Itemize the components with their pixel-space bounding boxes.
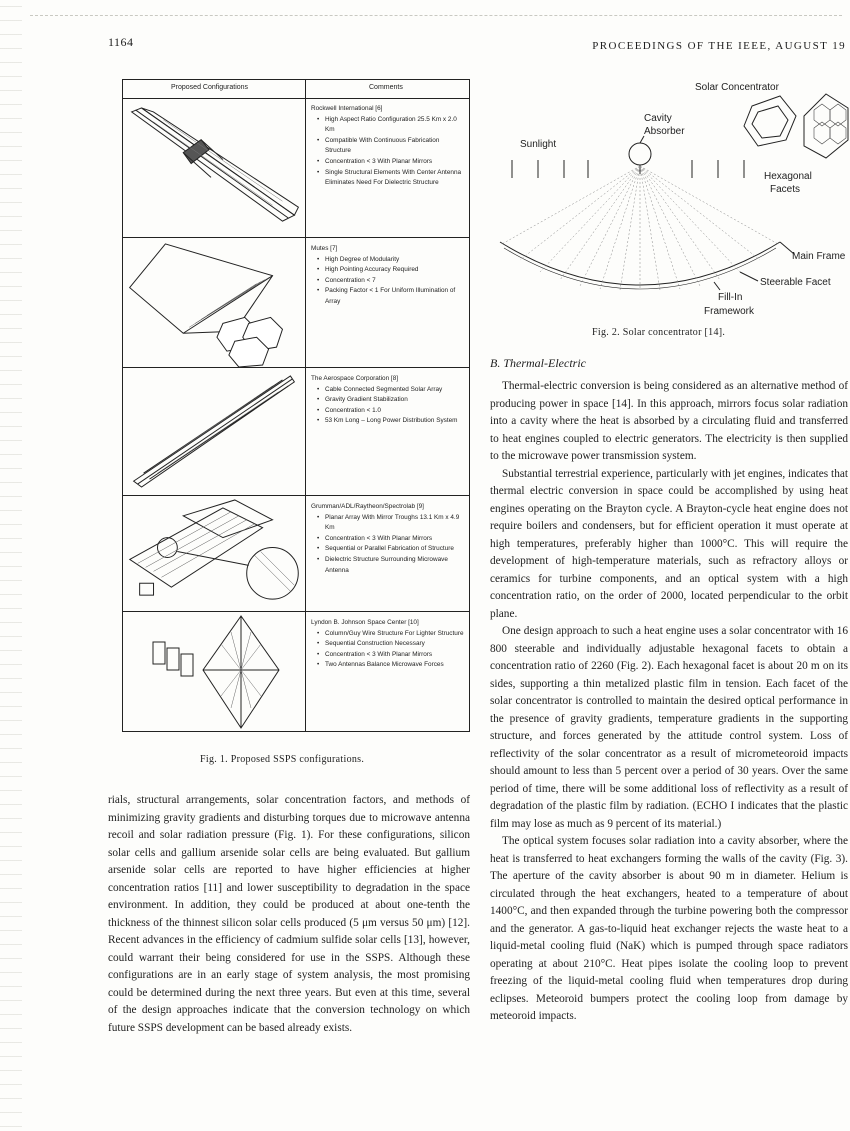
rockwell-trough-illustration [123, 98, 305, 237]
comment-item: • Concentration < 3 With Planar Mirrors [325, 157, 466, 168]
row-comments [311, 618, 466, 671]
comment-item: • Concentration < 1.0 [325, 406, 466, 417]
figure-1-caption: Fig. 1. Proposed SSPS configurations. [200, 754, 365, 765]
label-framework: Framework [704, 306, 755, 317]
comment-item: • Column/Guy Wire Structure For Lighter Structure [325, 629, 466, 640]
org-name: Mutes [7] [311, 245, 338, 252]
comment-item: • Dielectric Structure Surrounding Microwave Antenna [325, 555, 466, 576]
comment-item: • High Degree of Modularity [325, 255, 466, 266]
row-comments [311, 244, 466, 308]
label-sunlight: Sunlight [520, 139, 557, 150]
comment-item: • Cable Connected Segmented Solar Array [325, 385, 466, 396]
org-name: Lyndon B. Johnson Space Center [10] [311, 619, 419, 626]
comment-item: • Sequential or Parallel Fabrication of Structure [325, 544, 466, 555]
label-fill-in: Fill-In [718, 292, 743, 303]
planar-array-illustration [123, 496, 305, 611]
comment-item: • High Aspect Ratio Configuration 25.5 Km x 2.0 Km [325, 115, 466, 136]
right-paragraph: One design approach to such a heat engine uses a solar concentrator with 16 800 steerable and individually adjustable hexagonal facets to obtain a concentration ratio of 2260 (Fig. 2). Each hexagonal facet is about 20 m on its sides, supporting a thin metalized plastic film in tension. Each facet of the solar concentrator is controlled to maintain the desired optical performance in the presence of gravity gradients, temperature gradients in the supporting structure, and forces generated by the attitude control system. Loss of reflectivity of the solar concentrator as a result of micrometeoroid impacts should amount to less than 5 percent over a period of 30 years. Over the same period of time, there will be some additional loss of reflectivity as a result of degradation of the plastic film by radiation. (ECHO I indicates that the plastic film may lose as much as 9 percent of its material.) [490, 625, 848, 830]
row-comments [311, 104, 466, 189]
config-row-rockwell [123, 98, 469, 238]
table-header [123, 80, 469, 99]
comment-item: • Gravity Gradient Stabilization [325, 395, 466, 406]
row-comments [311, 502, 466, 576]
label-absorber: Absorber [644, 126, 685, 137]
left-paragraph: rials, structural arrangements, solar concentration factors, and methods of minimizing gravity gradients and disturbing torques due to microwave antenna recoil and solar radiation pressure (Fig. 1). For these configurations, silicon solar cells and gallium arsenide solar cells are being evaluated. But gallium arsenide solar cells are reported to have higher efficiencies at higher concentration ratios [11] and lower susceptibility to degradation in the space environment. In addition, they could be produced at about one-tenth the thickness of the thinnest silicon solar cells produced (5 μm versus 50 μm) [12]. Recent advances in the efficiency of cadmium sulfide solar cells [13], however, could warrant their being considered for use in the SSPS. Although these configurations are in an early stage of system analysis, the most promising could be determined during the next three years. But even at this time, several of the design approaches indicate that the conversion technology on which future SSPS development can be based already exists. [108, 794, 470, 1034]
right-paragraph: Substantial terrestrial experience, particularly with jet engines, indicates that thermal electric conversion in space could be accomplished by using heat engines operating on the Brayton cycle. A Brayton-cycle heat engine does not require boilers and condensers, but for efficient operation it must operate at high temperatures, preferably higher than 1000°C. This will require the development of high-temperature materials, such as refractory alloys or ceramics for turbine components, and an optical system with a high concentration ratio, on the order of 2000, located perpendicular to the orbit plane. [490, 467, 848, 620]
figure-2-solar-concentrator [490, 76, 850, 326]
comment-item: • Single Structural Elements With Center Antenna Eliminates Need For Dielectric Structure [325, 168, 466, 189]
scan-top-rule [30, 15, 842, 16]
row-comments [311, 374, 466, 427]
segmented-array-illustration [123, 368, 305, 495]
config-row-jsc [123, 612, 469, 733]
label-hexagonal: Hexagonal [764, 171, 812, 182]
running-head: PROCEEDINGS OF THE IEEE, AUGUST 19 [592, 40, 846, 52]
label-steerable-facet: Steerable Facet [760, 277, 831, 288]
org-name: Rockwell International [6] [311, 105, 383, 112]
column-guy-wire-illustration [123, 612, 305, 733]
modular-array-illustration [123, 238, 305, 367]
comment-item: • Two Antennas Balance Microwave Forces [325, 660, 466, 671]
label-main-frame: Main Frame [792, 251, 846, 262]
config-row-grumman [123, 496, 469, 612]
comment-item: • Concentration < 3 With Planar Mirrors [325, 650, 466, 661]
org-name: The Aerospace Corporation [8] [311, 375, 399, 382]
right-paragraph: The optical system focuses solar radiation into a cavity absorber, where the heat is transferred to heat exchangers forming the walls of the cavity (Fig. 3). The aperture of the cavity absorber is about 90 m in diameter. Helium is circulated through the heat exchangers, heated to a temperature of about 1400°C, and then expanded through the turbine powering both the compressor and the generator. A gas-to-liquid heat exchanger rejects the waste heat to a liquid-metal cooling fluid (NaK) which is pumped through space radiators operating at about 210°C. Heat pipes isolate the cooling loop to prevent freezing of the liquid-metal cooling fluid when temperatures drop during eclipses. Meteoroid bumpers protect the cooling loop from damage by meteoroid impacts. [490, 835, 848, 1022]
figure-1-table [122, 79, 470, 732]
figure-2-caption: Fig. 2. Solar concentrator [14]. [592, 327, 726, 338]
right-paragraph: Thermal-electric conversion is being considered as an alternative method of producing power in space [14]. In this approach, mirrors focus solar radiation into a cavity where the heat is absorbed by a circulating fluid and transferred to heat engines coupled to electric generators. The electricity is then supplied to the microwave power transmission system. [490, 380, 848, 462]
comment-item: • 53 Km Long – Long Power Distribution System [325, 416, 466, 427]
right-column-text [490, 378, 848, 1026]
config-row-aerospace [123, 368, 469, 496]
org-name: Grumman/ADL/Raytheon/Spectrolab [9] [311, 503, 424, 510]
comment-item: • Concentration < 7 [325, 276, 466, 287]
label-facets: Facets [770, 184, 801, 195]
config-row-mutes [123, 238, 469, 368]
section-heading: B. Thermal-Electric [490, 356, 586, 370]
comment-item: • High Pointing Accuracy Required [325, 265, 466, 276]
scan-edge-artifact [0, 0, 22, 1131]
col-header-config: Proposed Configurations [171, 84, 249, 91]
comment-item: • Sequential Construction Necessary [325, 639, 466, 650]
comment-item: • Concentration < 3 With Planar Mirrors [325, 534, 466, 545]
page-number: 1164 [108, 35, 134, 49]
comment-item: • Packing Factor < 1 For Uniform Illumination of Array [325, 286, 466, 307]
label-cavity: Cavity [644, 113, 672, 124]
comment-item: • Compatible With Continuous Fabrication Structure [325, 136, 466, 157]
comment-item: • Planar Array With Mirror Troughs 13.1 Km x 4.9 Km [325, 513, 466, 534]
left-column-text [108, 792, 470, 1037]
col-header-comments: Comments [369, 84, 403, 91]
label-solar-concentrator: Solar Concentrator [695, 82, 779, 93]
